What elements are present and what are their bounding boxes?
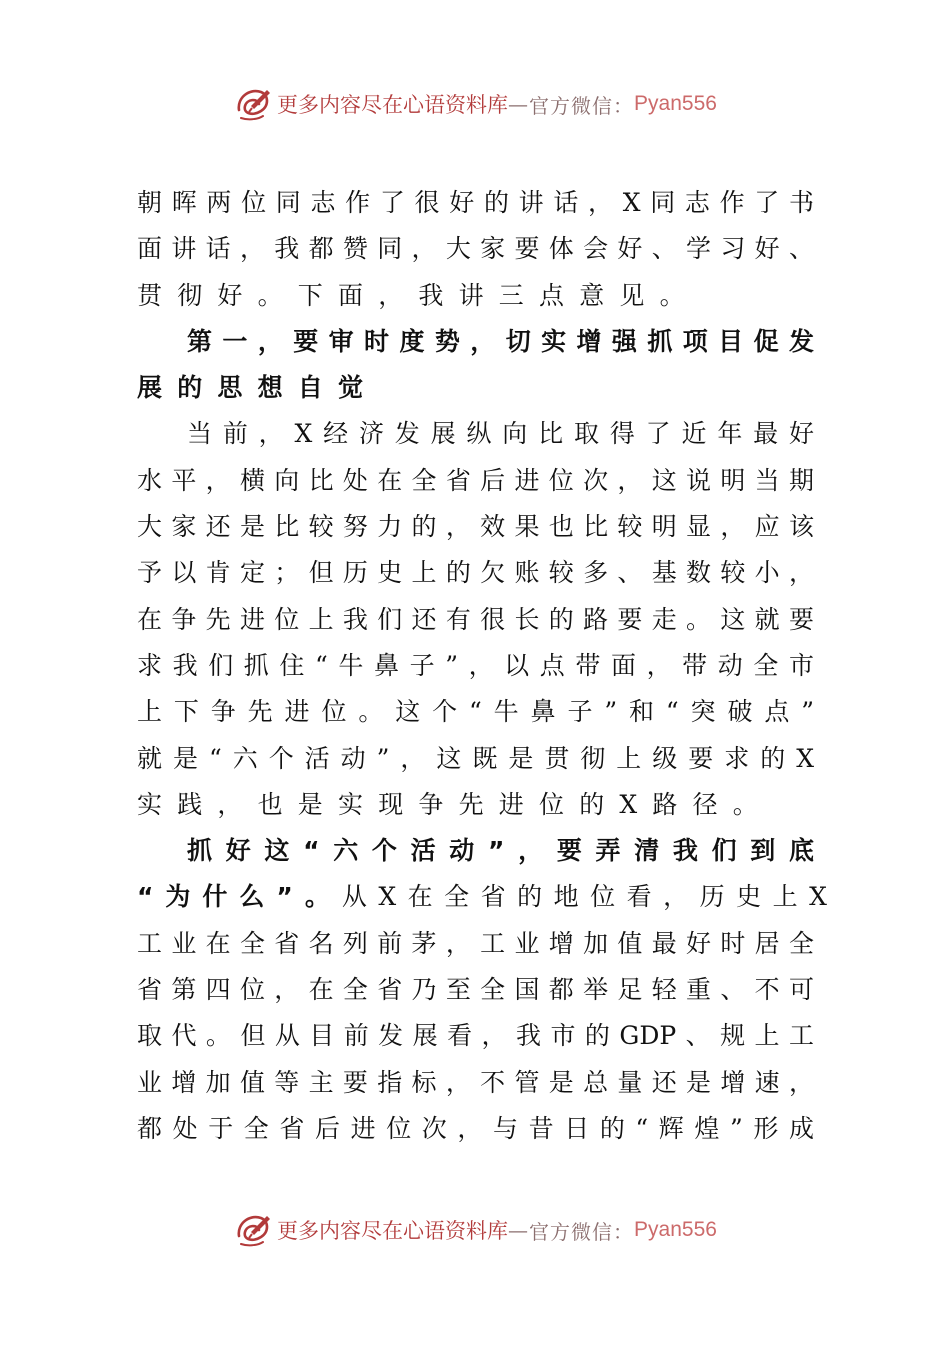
body-line: 都处于全省后进位次，与昔日的“辉煌”形成 <box>137 1113 814 1143</box>
watermark-dash: — <box>508 92 530 116</box>
watermark-wechat-label: 官方微信： <box>529 1219 635 1244</box>
body-line: 求我们抓住“牛鼻子”，以点带面，带动全市 <box>137 650 814 680</box>
body-line: 朝晖两位同志作了很好的讲话，X同志作了书 <box>137 188 814 217</box>
body-line-fragment: 从X在全省的地位看，历史上X <box>341 882 839 912</box>
watermark-dash: — <box>508 1218 530 1242</box>
pen-swirl-logo-icon <box>233 1210 273 1250</box>
section-heading-line: 展的思想自觉 <box>137 373 379 403</box>
body-line: 省第四位，在全省乃至全国都举足轻重、不可 <box>137 975 814 1005</box>
body-line: 贯彻好。下面，我讲三点意见。 <box>137 280 700 310</box>
bold-lead-fragment: “为什么”。 <box>137 882 342 912</box>
body-line: 业增加值等主要指标，不管是总量还是增速， <box>137 1067 814 1097</box>
mixed-line <box>137 874 839 920</box>
body-line: 面讲话，我都赞同，大家要体会好、学习好、 <box>137 234 814 264</box>
body-line: 取代。但从目前发展看，我市的GDP、规上工 <box>137 1021 814 1051</box>
watermark-wechat-id: Pyan556 <box>634 1218 717 1241</box>
body-line: 当前，X经济发展纵向比取得了近年最好 <box>187 419 814 449</box>
body-line: 就是“六个活动”，这既是贯彻上级要求的X <box>137 743 814 773</box>
watermark-red-text: 更多内容尽在心语资料库 <box>277 93 509 117</box>
body-line: 实践，也是实现争先进位的X路径。 <box>137 789 773 819</box>
body-line: 予以肯定；但历史上的欠账较多、基数较小， <box>137 558 814 588</box>
body-line: 上下争先进位。这个“牛鼻子”和“突破点” <box>137 697 814 727</box>
body-line: 工业在全省名列前茅，工业增加值最好时居全 <box>137 928 814 958</box>
body-line: 大家还是比较努力的，效果也比较明显，应该 <box>137 512 814 542</box>
bold-lead-line: 抓好这“六个活动”，要弄清我们到底 <box>187 836 814 866</box>
watermark-red-text: 更多内容尽在心语资料库 <box>277 1219 509 1243</box>
pen-swirl-logo-icon <box>233 84 273 124</box>
body-line: 在争先进位上我们还有很长的路要走。这就要 <box>137 604 814 634</box>
watermark-wechat-id: Pyan556 <box>634 92 717 115</box>
section-heading-line: 第一，要审时度势，切实增强抓项目促发 <box>187 326 814 356</box>
watermark-wechat-label: 官方微信： <box>529 93 635 118</box>
document-body <box>137 180 839 1152</box>
watermark-banner-top <box>0 82 950 126</box>
watermark-banner-bottom <box>0 1208 950 1252</box>
body-line: 水平，横向比处在全省后进位次，这说明当期 <box>137 465 814 495</box>
